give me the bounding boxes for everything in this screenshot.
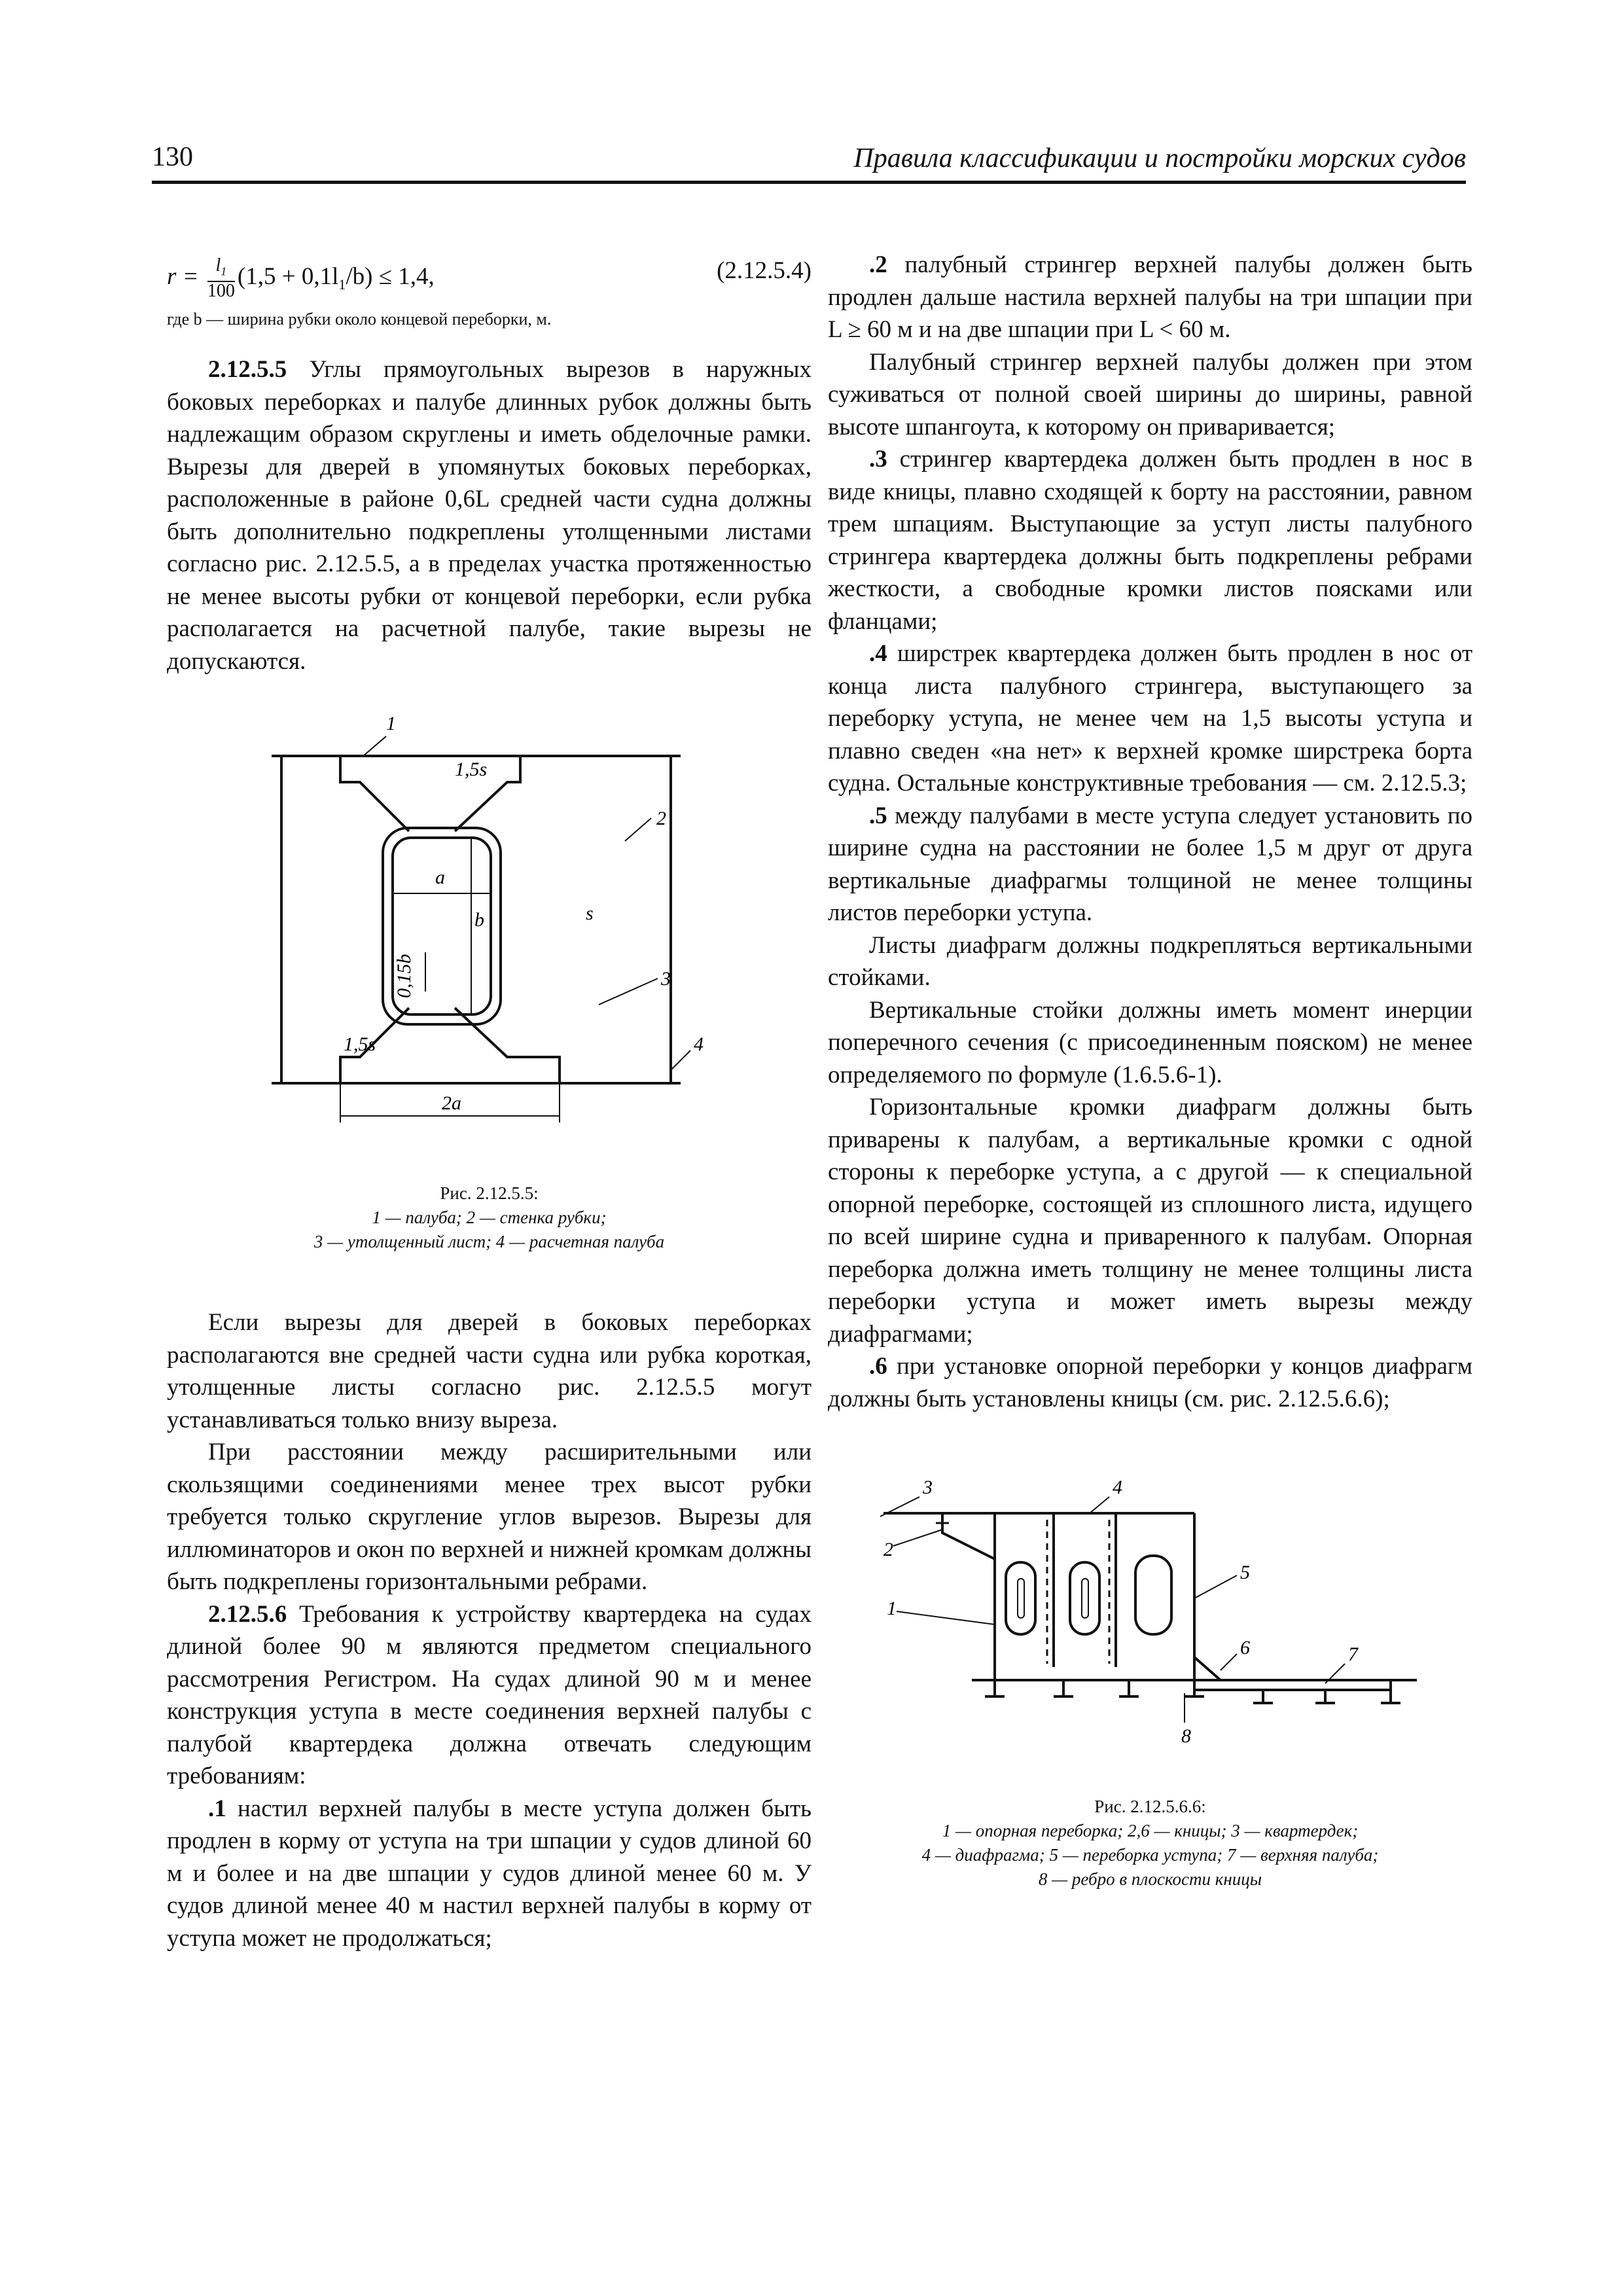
formula-tail: /b) ≤ 1,4,	[346, 262, 435, 290]
section-number: 2.12.5.6	[208, 1600, 287, 1628]
formula-where: где b — ширина рубки около концевой переборки, м.	[167, 310, 552, 329]
item-number: .6	[869, 1353, 887, 1380]
formula-lhs: r =	[167, 262, 199, 290]
fig1-s-label: s	[586, 903, 594, 924]
fig2-label-7: 7	[1348, 1643, 1358, 1665]
formula-numerator: l	[215, 255, 221, 276]
fig1-a-label: a	[435, 867, 445, 888]
caption-line: 4 — диафрагма; 5 — переборка уступа; 7 — верхняя палуба;	[921, 1845, 1379, 1865]
paragraph-item-5b: Листы диафрагм должны подкрепляться вертикальными стойками.	[828, 931, 1472, 991]
paragraph-text: между палубами в месте уступа следует установить по ширине судна на расстоянии не более 1,5 м друг от друга вертикальные диафрагмы толщиной не менее толщины листов переборки уступа.	[828, 802, 1472, 926]
paragraph-text: настил верхней палубы в месте уступа должен быть продлен в корму от уступа на три шпации у судов длиной 60 м и более и на две шпации у судов длиной менее 60 м. У судов длиной менее 40 м настил верхней палубы в корму от уступа может не продолжаться;	[167, 1795, 812, 1952]
paragraph-text: Требования к устройству квартердека на судах длиной более 90 м являются предметом специального рассмотрения Регистром. На судах длиной 90 м и менее конструкция уступа в месте соединения верхней палубы с палубой квартердека должна отвечать следующим требованиям:	[167, 1600, 812, 1789]
running-title: Правила классификации и постройки морских судов	[853, 143, 1466, 173]
paragraph-item-2	[828, 249, 1472, 346]
fig2-label-1: 1	[887, 1598, 897, 1619]
figure-2-12-5-6-6-drawing	[828, 1467, 1472, 1768]
paragraph-item-4	[828, 637, 1472, 800]
fig2-label-8: 8	[1181, 1725, 1191, 1747]
item-number: .1	[208, 1795, 226, 1822]
fig1-label-4: 4	[694, 1033, 704, 1055]
fig1-label-2: 2	[656, 808, 666, 829]
fig2-label-2: 2	[883, 1539, 893, 1560]
right-column	[828, 249, 1472, 1892]
fig1-top-dim: 1,5s	[455, 759, 488, 780]
figure-2-12-5-6-6-caption	[828, 1795, 1472, 1892]
paragraph-text: Углы прямоугольных вырезов в наружных боковых переборках и палубе длинных рубок должны быть надлежащим образом скруглены и иметь обделочные рамки. Вырезы для дверей в упомянутых боковых переборках, расположенные в районе 0,6L средней части судна должны быть дополнительно подкреплены утолщенными листами согласно рис. 2.12.5.5, а в пределах участка протяженностью не менее высоты рубки от концевой переборки, если рубка располагается на расчетной палубе, такие вырезы не допускаются.	[167, 356, 812, 675]
formula-number: (2.12.5.4)	[717, 257, 812, 284]
paragraph-2-12-5-5	[167, 353, 812, 677]
section-number: 2.12.5.5	[208, 356, 287, 383]
paragraph-item-6	[828, 1350, 1472, 1415]
caption-title: Рис. 2.12.5.6.6:	[1094, 1797, 1206, 1816]
caption-line: 1 — палуба; 2 — стенка рубки;	[372, 1208, 607, 1227]
caption-title: Рис. 2.12.5.5:	[440, 1183, 539, 1203]
paragraph-text: стрингер квартердека должен быть продлен в нос в виде кницы, плавно сходящей к борту на расстоянии, равном трем шпациям. Выступающие за уступ листы палубного стрингера квартердека должны быть подкреплены ребрами жесткости, а свободные кромки листов поясками или фланцами;	[828, 446, 1472, 635]
paragraph-text: ширстрек квартердека должен быть продлен в нос от конца листа палубного стрингера, выступающего за переборку уступа, не менее чем на 1,5 высоты уступа и плавно сведен «на нет» к верхней кромке ширстрека борта судна. Остальные конструктивные требования — см. 2.12.5.3;	[828, 640, 1472, 797]
fig1-label-3: 3	[661, 968, 671, 990]
item-number: .4	[869, 640, 887, 667]
item-number: .5	[869, 802, 887, 829]
left-column	[167, 249, 812, 1954]
paragraph-item-2b: Палубный стрингер верхней палубы должен при этом суживаться от полной своей ширины до ширины, равной высоте шпангоута, к которому он приваривается;	[828, 348, 1472, 440]
paragraph-item-5	[828, 800, 1472, 929]
formula-body: (1,5 + 0,1l	[237, 262, 339, 290]
paragraph-text: при установке опорной переборки у концов диафрагм должны быть установлены кницы (см. рис. 2.12.5.6.6);	[828, 1353, 1472, 1412]
item-number: .3	[869, 446, 887, 473]
formula-denominator: 100	[207, 280, 235, 301]
formula-2-12-5-4	[167, 249, 812, 301]
fig2-label-6: 6	[1240, 1637, 1250, 1659]
formula-numerator-sub: 1	[221, 264, 227, 278]
figure-2-12-5-5	[167, 710, 812, 1254]
formula-expression	[167, 257, 435, 300]
figure-2-12-5-5-drawing	[167, 710, 812, 1155]
paragraph-expansion-joints: При расстоянии между расширительными или скользящими соединениями менее трех высот рубки требуется только скругление углов вырезов. Вырезы для иллюминаторов и окон по верхней и нижней кромкам должны быть подкреплены горизонтальными ребрами.	[167, 1439, 812, 1595]
fig2-label-5: 5	[1240, 1562, 1250, 1583]
fig2-label-3: 3	[923, 1477, 933, 1498]
caption-line: 8 — ребро в плоскости кницы	[1038, 1869, 1262, 1889]
page-number: 130	[152, 142, 193, 172]
paragraph-item-1	[167, 1793, 812, 1955]
fig1-b-label: b	[474, 909, 484, 931]
caption-line: 1 — опорная переборка; 2,6 — кницы; 3 — квартердек;	[942, 1821, 1359, 1840]
paragraph-item-5d: Горизонтальные кромки диафрагм должны быть приварены к палубам, а вертикальные кромки с одной стороны к переборке уступа, а с другой — к специальной опорной переборке, состоящей из сплошного листа, идущего по всей ширине судна и приваренного к палубам. Опорная переборка должна иметь толщину не менее толщины листа переборки уступа и может иметь вырезы между диафрагмами;	[828, 1094, 1472, 1348]
formula-fraction	[207, 257, 235, 300]
paragraph-2-12-5-6	[167, 1598, 812, 1793]
fig1-label-1: 1	[386, 713, 396, 734]
page-header	[152, 141, 1466, 184]
figure-2-12-5-6-6	[828, 1467, 1472, 1892]
caption-line: 3 — утолщенный лист; 4 — расчетная палуба	[313, 1232, 665, 1251]
fig1-bottom-dim: 1,5s	[344, 1033, 376, 1055]
paragraph-item-5c: Вертикальные стойки должны иметь момент инерции поперечного сечения (с присоединенным пояском) не менее определяемого по формуле (1.6.5.6-1).	[828, 996, 1472, 1088]
figure-2-12-5-5-caption	[167, 1181, 812, 1254]
paragraph-doors-outside: Если вырезы для дверей в боковых переборках располагаются вне средней части судна или рубка короткая, утолщенные листы согласно рис. 2.12.5.5 могут устанавливаться только внизу выреза.	[167, 1309, 812, 1433]
item-number: .2	[869, 251, 887, 278]
paragraph-item-3	[828, 443, 1472, 637]
fig1-radius-label: 0,15b	[393, 954, 415, 998]
formula-body-sub: 1	[338, 276, 346, 293]
fig2-label-4: 4	[1113, 1477, 1122, 1498]
paragraph-text: палубный стрингер верхней палубы должен быть продлен дальше настила верхней палубы на три шпации при L ≥ 60 м и на две шпации при L < 60 м.	[828, 251, 1472, 343]
fig1-width-label: 2a	[442, 1092, 461, 1114]
